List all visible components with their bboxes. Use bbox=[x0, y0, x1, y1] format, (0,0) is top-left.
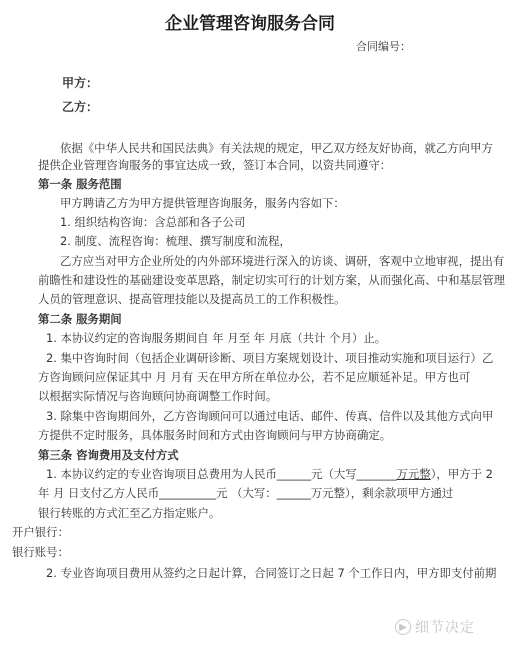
amount-blank: ______ bbox=[276, 486, 311, 500]
section-2-line-1: 1. 本协议约定的咨询服务期间自 年 月至 年 月底（共计 个月）止。 bbox=[46, 331, 387, 345]
section-3-line-1 bbox=[46, 467, 493, 482]
section-3-heading: 第三条 咨询费用及支付方式 bbox=[38, 448, 179, 462]
play-circle-icon: ▶ bbox=[395, 619, 411, 635]
intro-line-2: 提供企业管理咨询服务的事宜达成一致，签订本合同，以资共同遵守： bbox=[38, 158, 392, 172]
section-1-heading: 第一条 服务范围 bbox=[38, 177, 122, 191]
intro-line-1: 依据《中华人民共和国民法典》有关法规的规定，甲乙双方经友好协商，就乙方向甲方 bbox=[60, 141, 493, 155]
section-3-line-2-part-a: 年 月 日支付乙方人民币 bbox=[38, 486, 160, 500]
section-1-para-2-line-2: 前瞻性和建设性的基础建设变革思路，制定切实可行的计划方案，从而强化高、中和基层管理 bbox=[38, 273, 505, 287]
amount-blank: _______ bbox=[356, 467, 397, 481]
section-1-para-2-line-1: 乙方应当对甲方企业所处的内外部环境进行深入的访谈、调研，客观中立地审视，提出有 bbox=[60, 254, 505, 268]
amount-blank: __________ bbox=[159, 486, 217, 500]
section-3-line-2-part-b: 元 （大写： bbox=[216, 486, 277, 500]
section-3-line-1-part-d: ），甲方于 2 bbox=[430, 467, 493, 481]
section-3-line-3: 银行转账的方式汇至乙方指定账户。 bbox=[38, 506, 221, 520]
account-label: 银行账号： bbox=[12, 545, 69, 559]
section-3-line-1-part-b: 元（大写 bbox=[311, 467, 357, 481]
section-1-para-2-line-3: 人员的管理意识、提高管理技能以及提高员工的工作积极性。 bbox=[38, 292, 346, 306]
section-3-item-2: 2. 专业咨询项目费用从签约之日起计算，合同签订之日起 7 个工作日内，甲方即支付前期 bbox=[46, 566, 497, 580]
section-1-item-1: 1. 组织结构咨询：含总部和各子公司 bbox=[60, 215, 246, 229]
document-title: 企业管理咨询服务合同 bbox=[165, 14, 335, 34]
section-3-line-1-part-a: 1. 本协议约定的专业咨询项目总费用为人民币 bbox=[46, 467, 277, 481]
section-2-line-4: 以根据实际情况与咨询顾问协商调整工作时间。 bbox=[38, 389, 278, 403]
section-2-heading: 第二条 服务期间 bbox=[38, 312, 122, 326]
party-b-label: 乙方： bbox=[62, 100, 99, 114]
amount-blank: ______ bbox=[276, 467, 312, 481]
section-2-line-6: 方提供不定时服务，具体服务时间和方式由咨询顾问与甲方协商确定。 bbox=[38, 428, 392, 442]
section-1-item-2: 2. 制度、流程咨询：梳理、撰写制度和流程， bbox=[60, 234, 291, 248]
section-3-line-2-part-c: 万元整），剩余款项甲方通过 bbox=[310, 486, 454, 500]
party-a-label: 甲方： bbox=[62, 76, 99, 90]
section-2-line-2: 2. 集中咨询时间（包括企业调研诊断、项目方案规划设计、项目推动实施和项目运行）乙 bbox=[46, 351, 494, 365]
section-3-line-2 bbox=[38, 486, 478, 501]
section-3-line-1-part-c: 万元整 bbox=[396, 467, 431, 481]
bank-label: 开户银行： bbox=[12, 525, 69, 539]
section-2-line-5: 3. 除集中咨询期间外，乙方咨询顾问可以通过电话、邮件、传真、信件以及其他方式向甲 bbox=[46, 409, 494, 423]
contract-number-label: 合同编号： bbox=[356, 40, 411, 53]
section-2-line-3: 方咨询顾问应保证其中 月 月有 天在甲方所在单位办公，若不足应顺延补足。甲方也可 bbox=[38, 370, 471, 384]
watermark-text: 细节决定 bbox=[415, 620, 475, 636]
section-1-line-1: 甲方聘请乙方为甲方提供管理咨询服务，服务内容如下： bbox=[60, 196, 345, 210]
